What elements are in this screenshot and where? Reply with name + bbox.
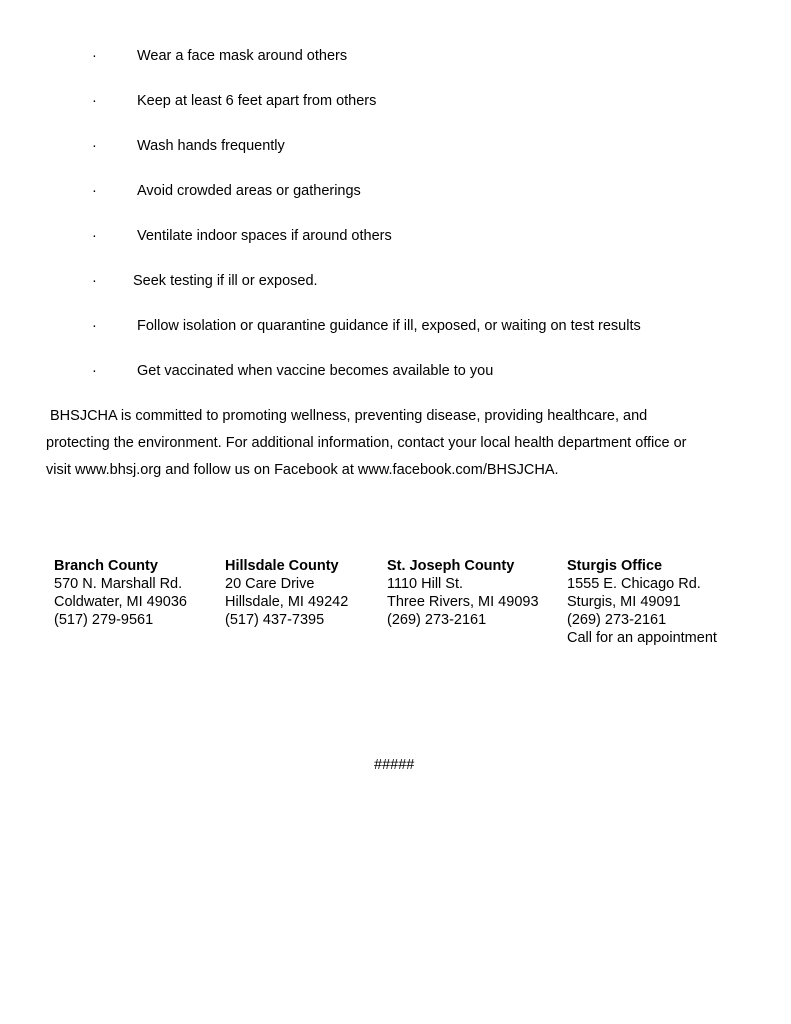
bullet-marker: · (92, 138, 97, 154)
bullet-text: Ventilate indoor spaces if around others (137, 228, 392, 244)
mission-paragraph (46, 403, 746, 484)
bullet-item (0, 360, 791, 382)
office-name: Hillsdale County (225, 558, 339, 574)
office-address-street: 1110 Hill St. (387, 576, 464, 592)
bullet-text: Wear a face mask around others (137, 48, 348, 64)
bullet-marker: · (92, 93, 97, 109)
bullet-marker: · (92, 273, 97, 289)
bullet-item (0, 45, 791, 67)
office-phone: (517) 437-7395 (225, 612, 325, 628)
bullet-text: Seek testing if ill or exposed. (133, 273, 318, 289)
bullet-item (0, 135, 791, 157)
bullet-marker: · (92, 228, 97, 244)
bullet-item (0, 270, 791, 292)
office-name: Sturgis Office (567, 558, 663, 574)
bullet-marker: · (92, 48, 97, 64)
office-hillsdale-county (225, 557, 348, 629)
bullet-text: Get vaccinated when vaccine becomes available to you (137, 363, 494, 379)
office-address-street: 20 Care Drive (225, 576, 315, 592)
bullet-marker: · (92, 183, 97, 199)
bullet-text: Avoid crowded areas or gatherings (137, 183, 361, 199)
office-name: Branch County (54, 558, 158, 574)
office-name: St. Joseph County (387, 558, 515, 574)
office-address-city: Three Rivers, MI 49093 (387, 594, 539, 610)
office-address-street: 570 N. Marshall Rd. (54, 576, 183, 592)
office-phone: (269) 273-2161 (567, 612, 667, 628)
bullet-item (0, 225, 791, 247)
office-phone: (269) 273-2161 (387, 612, 487, 628)
paragraph-line: visit www.bhsj.org and follow us on Facebook at www.facebook.com/BHSJCHA. (46, 462, 559, 478)
office-address-street: 1555 E. Chicago Rd. (567, 576, 701, 592)
paragraph-line: BHSJCHA is committed to promoting wellness, preventing disease, providing healthcare, and (50, 408, 648, 424)
bullet-text: Wash hands frequently (137, 138, 285, 154)
office-address-city: Hillsdale, MI 49242 (225, 594, 349, 610)
office-note: Call for an appointment (567, 630, 717, 646)
bullet-marker: · (92, 363, 97, 379)
bullet-text: Keep at least 6 feet apart from others (137, 93, 377, 109)
bullet-item (0, 90, 791, 112)
end-of-release-mark: ##### (374, 757, 415, 773)
office-address-city: Coldwater, MI 49036 (54, 594, 187, 610)
bullet-item (0, 315, 791, 337)
bullet-item (0, 180, 791, 202)
bullet-marker: · (92, 318, 97, 334)
office-branch-county (54, 557, 187, 629)
office-address-city: Sturgis, MI 49091 (567, 594, 681, 610)
paragraph-line: protecting the environment. For additional information, contact your local health department office or (46, 435, 687, 451)
office-sturgis (567, 557, 717, 647)
bullet-text: Follow isolation or quarantine guidance if ill, exposed, or waiting on test results (137, 318, 641, 334)
office-phone: (517) 279-9561 (54, 612, 154, 628)
office-st-joseph-county (387, 557, 539, 629)
